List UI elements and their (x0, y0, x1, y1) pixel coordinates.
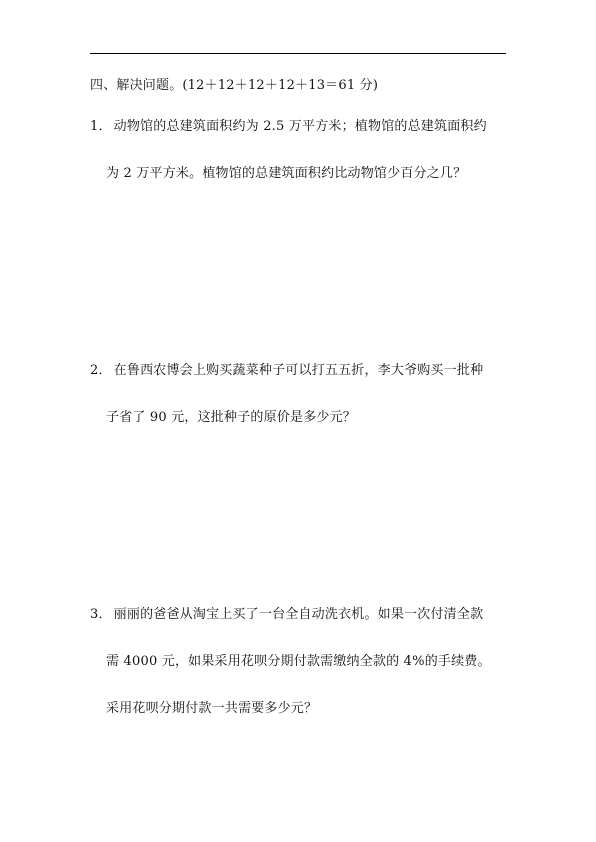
question-1-text-1: 动物馆的总建筑面积约为 2.5 万平方米；植物馆的总建筑面积约 (113, 119, 487, 134)
question-3-line-1 (90, 607, 483, 623)
section-title: 四、解决问题。(12＋12＋12＋12＋13＝61 分) (90, 78, 379, 93)
question-2-number: 2． (90, 363, 112, 378)
question-1-line-2: 为 2 万平方米。植物馆的总建筑面积约比动物馆少百分之几？ (106, 166, 467, 181)
question-2-line-1 (90, 363, 483, 379)
question-2-text-1: 在鲁西农博会上购买蔬菜种子可以打五五折，李大爷购买一批种 (113, 363, 484, 378)
question-3-number: 3． (90, 607, 112, 622)
question-3-text-1: 丽丽的爸爸从淘宝上买了一台全自动洗衣机。如果一次付清全款 (113, 607, 484, 622)
question-1-number: 1． (90, 119, 112, 134)
question-3-line-3: 采用花呗分期付款一共需要多少元？ (106, 701, 318, 716)
question-2-line-2: 子省了 90 元，这批种子的原价是多少元？ (106, 410, 357, 425)
question-1-line-1 (90, 119, 487, 135)
question-3-line-2: 需 4000 元，如果采用花呗分期付款需缴纳全款的 4%的手续费。 (106, 654, 491, 669)
header-rule (90, 53, 506, 54)
